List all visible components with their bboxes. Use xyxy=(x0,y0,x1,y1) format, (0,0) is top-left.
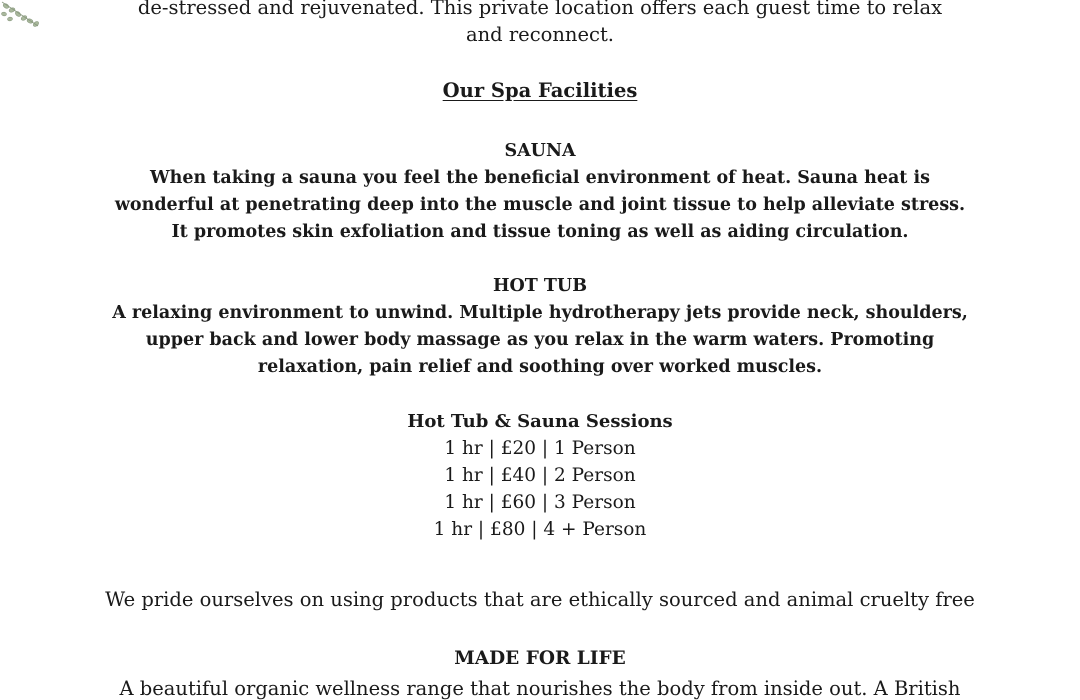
hot-tub-description-line: relaxation, pain relief and soothing over worked muscles. xyxy=(257,357,823,377)
hot-tub-description-line: upper back and lower body massage as you relax in the warm waters. Promoting xyxy=(145,330,935,350)
session-price-line: 1 hr | £60 | 3 Person xyxy=(444,492,636,513)
session-price-line: 1 hr | £80 | 4 + Person xyxy=(433,519,647,540)
sauna-description-line: It promotes skin exfoliation and tissue toning as well as aiding circulation. xyxy=(171,222,909,242)
spa-facilities-heading: Our Spa Facilities xyxy=(442,79,638,102)
sauna-title: SAUNA xyxy=(504,141,576,161)
session-price-line: 1 hr | £40 | 2 Person xyxy=(444,465,636,486)
sauna-description-line: When taking a sauna you feel the beneficial environment of heat. Sauna heat is xyxy=(150,168,930,188)
made-for-life-description-line: A beautiful organic wellness range that nourishes the body from inside out. A British xyxy=(119,677,961,700)
hot-tub-title: HOT TUB xyxy=(493,276,587,296)
sessions-title: Hot Tub & Sauna Sessions xyxy=(407,411,673,432)
session-price-line: 1 hr | £20 | 1 Person xyxy=(444,438,636,459)
intro-text-line-2: and reconnect. xyxy=(465,23,614,46)
intro-text-line-1: de-stressed and rejuvenated. This private location offers each guest time to relax xyxy=(137,0,943,19)
made-for-life-title: MADE FOR LIFE xyxy=(454,648,626,669)
sauna-description-line: wonderful at penetrating deep into the muscle and joint tissue to help alleviate stress. xyxy=(114,195,966,215)
hot-tub-description-line: A relaxing environment to unwind. Multiple hydrotherapy jets provide neck, shoulders, xyxy=(112,303,968,323)
ethics-statement: We pride ourselves on using products that are ethically sourced and animal cruelty free xyxy=(105,588,975,611)
